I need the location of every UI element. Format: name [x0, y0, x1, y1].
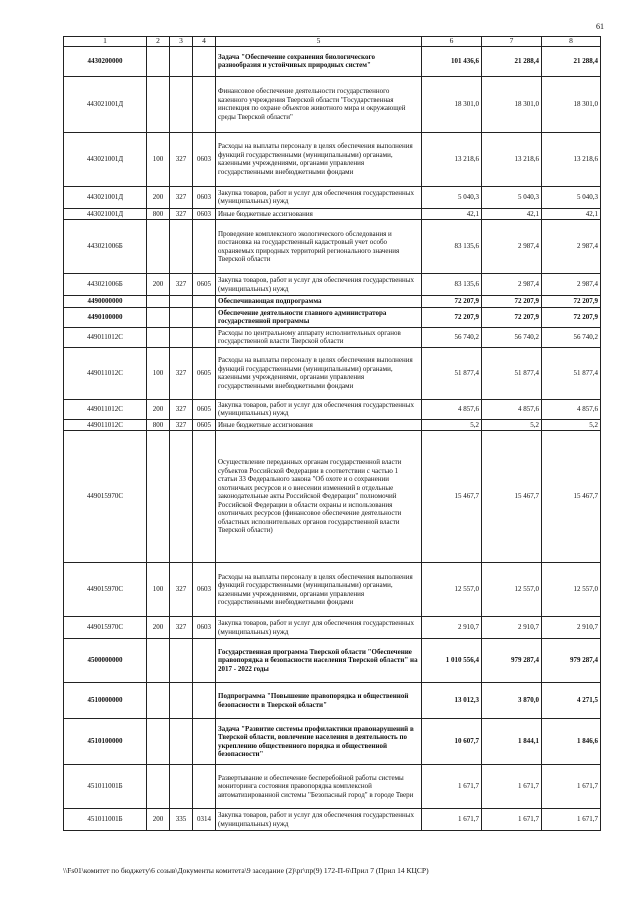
- row-description-cell: Осуществление переданных органам государственной власти субъектов Российской Федерации в соответствии с частью 1 статьи 33 Федерального закона "Об охоте и о сохранении охотничьих ресурсов и о внесении изменений в отдельные законодательные акты Российской Федерации" полномочий Российской Федерации в области охраны и использования охотничьих ресурсов (финансовое обеспечение деятельности областных исполнительных органов государственной власти Тверской области): [216, 431, 422, 563]
- row-code-cell: 4510100000: [64, 719, 147, 765]
- row-section-cell: 0314: [193, 809, 216, 831]
- row-section-cell: [193, 220, 216, 274]
- table-row: [64, 347, 601, 399]
- row-grbs-cell: 327: [170, 132, 193, 186]
- row-amount-col7-cell: 1 671,7: [482, 809, 542, 831]
- row-amount-col8-cell: 15 467,7: [542, 431, 601, 563]
- row-amount-col8-cell: 2 987,4: [542, 274, 601, 296]
- budget-table: [63, 36, 601, 831]
- header-cell: 7: [482, 37, 542, 47]
- row-grbs-cell: [170, 76, 193, 132]
- row-amount-col7-cell: 15 467,7: [482, 431, 542, 563]
- row-amount-col8-cell: 72 207,9: [542, 307, 601, 327]
- row-code-cell: 4510000000: [64, 683, 147, 719]
- row-code-cell: 449011012С: [64, 419, 147, 431]
- row-grbs-cell: 335: [170, 809, 193, 831]
- header-cell: 1: [64, 37, 147, 47]
- row-grbs-cell: [170, 639, 193, 683]
- row-amount-col7-cell: 51 877,4: [482, 347, 542, 399]
- row-amount-col7-cell: 2 910,7: [482, 617, 542, 639]
- row-section-cell: [193, 307, 216, 327]
- row-amount-col8-cell: 18 301,0: [542, 76, 601, 132]
- row-amount-col8-cell: 5 040,3: [542, 186, 601, 208]
- header-cell: 4: [193, 37, 216, 47]
- row-code-cell: 449015970С: [64, 617, 147, 639]
- table-row: [64, 809, 601, 831]
- row-kvr-cell: 200: [147, 617, 170, 639]
- row-amount-col8-cell: 2 987,4: [542, 220, 601, 274]
- row-amount-col6-cell: 15 467,7: [422, 431, 482, 563]
- row-section-cell: [193, 296, 216, 308]
- row-amount-col7-cell: 72 207,9: [482, 296, 542, 308]
- row-code-cell: 443021001Д: [64, 208, 147, 220]
- row-grbs-cell: [170, 765, 193, 809]
- row-amount-col7-cell: 1 844,1: [482, 719, 542, 765]
- row-amount-col8-cell: 4 271,5: [542, 683, 601, 719]
- row-amount-col6-cell: 13 012,3: [422, 683, 482, 719]
- table-row: [64, 765, 601, 809]
- row-description-cell: Иные бюджетные ассигнования: [216, 208, 422, 220]
- row-code-cell: 4500000000: [64, 639, 147, 683]
- row-description-cell: Закупка товаров, работ и услуг для обеспечения государственных (муниципальных) нужд: [216, 399, 422, 419]
- row-amount-col6-cell: 56 740,2: [422, 327, 482, 347]
- table-row: [64, 76, 601, 132]
- row-amount-col8-cell: 1 671,7: [542, 809, 601, 831]
- row-description-cell: Расходы на выплаты персоналу в целях обеспечения выполнения функций государственными (муниципальными) органами, казенными учреждениями, органами управления государственными внебюджетными фондами: [216, 347, 422, 399]
- row-section-cell: 0605: [193, 347, 216, 399]
- row-code-cell: 449015970С: [64, 431, 147, 563]
- table-row: [64, 208, 601, 220]
- row-code-cell: 443021001Д: [64, 186, 147, 208]
- row-amount-col6-cell: 72 207,9: [422, 296, 482, 308]
- row-amount-col7-cell: 5,2: [482, 419, 542, 431]
- row-description-cell: Расходы на выплаты персоналу в целях обеспечения выполнения функций государственными (муниципальными) органами, казенными учреждениями, органами управления государственными внебюджетными фондами: [216, 563, 422, 617]
- row-description-cell: Развертывание и обеспечение бесперебойной работы системы мониторинга состояния правопорядка комплексной автоматизированной системы "Безопасный город" в городе Твери: [216, 765, 422, 809]
- row-amount-col6-cell: 1 671,7: [422, 809, 482, 831]
- row-description-cell: Расходы по центральному аппарату исполнительных органов государственной власти Тверской области: [216, 327, 422, 347]
- row-description-cell: Закупка товаров, работ и услуг для обеспечения государственных (муниципальных) нужд: [216, 617, 422, 639]
- row-amount-col7-cell: 72 207,9: [482, 307, 542, 327]
- row-amount-col6-cell: 83 135,6: [422, 220, 482, 274]
- row-section-cell: [193, 765, 216, 809]
- table-row: [64, 419, 601, 431]
- header-cell: 8: [542, 37, 601, 47]
- table-row: [64, 639, 601, 683]
- row-section-cell: [193, 683, 216, 719]
- row-code-cell: 449011012С: [64, 347, 147, 399]
- row-amount-col8-cell: 21 288,4: [542, 46, 601, 76]
- row-kvr-cell: 100: [147, 347, 170, 399]
- row-section-cell: 0603: [193, 186, 216, 208]
- row-amount-col6-cell: 72 207,9: [422, 307, 482, 327]
- row-amount-col7-cell: 1 671,7: [482, 765, 542, 809]
- row-section-cell: 0603: [193, 563, 216, 617]
- row-grbs-cell: [170, 431, 193, 563]
- table-row: [64, 274, 601, 296]
- row-grbs-cell: [170, 683, 193, 719]
- row-code-cell: 4490100000: [64, 307, 147, 327]
- row-amount-col6-cell: 12 557,0: [422, 563, 482, 617]
- row-kvr-cell: 200: [147, 274, 170, 296]
- row-section-cell: 0605: [193, 399, 216, 419]
- row-code-cell: 443021006Б: [64, 274, 147, 296]
- row-amount-col6-cell: 101 436,6: [422, 46, 482, 76]
- row-description-cell: Обеспечение деятельности главного администратора государственной программы: [216, 307, 422, 327]
- row-description-cell: Финансовое обеспечение деятельности государственного казенного учреждения Тверской области "Государственная инспекция по охране объектов животного мира и окружающей среды Тверской области": [216, 76, 422, 132]
- row-amount-col7-cell: 18 301,0: [482, 76, 542, 132]
- table-row: [64, 683, 601, 719]
- row-amount-col8-cell: 12 557,0: [542, 563, 601, 617]
- row-code-cell: 449011012С: [64, 327, 147, 347]
- row-amount-col8-cell: 56 740,2: [542, 327, 601, 347]
- row-amount-col7-cell: 12 557,0: [482, 563, 542, 617]
- row-amount-col8-cell: 1 846,6: [542, 719, 601, 765]
- row-kvr-cell: [147, 76, 170, 132]
- table-row: [64, 220, 601, 274]
- row-grbs-cell: [170, 307, 193, 327]
- header-cell: 2: [147, 37, 170, 47]
- row-amount-col8-cell: 72 207,9: [542, 296, 601, 308]
- row-amount-col6-cell: 51 877,4: [422, 347, 482, 399]
- row-kvr-cell: 100: [147, 563, 170, 617]
- row-kvr-cell: 800: [147, 208, 170, 220]
- row-code-cell: 451011001Б: [64, 809, 147, 831]
- row-amount-col6-cell: 5 040,3: [422, 186, 482, 208]
- row-kvr-cell: [147, 327, 170, 347]
- row-amount-col7-cell: 2 987,4: [482, 220, 542, 274]
- row-code-cell: 443021001Д: [64, 76, 147, 132]
- row-grbs-cell: [170, 46, 193, 76]
- row-amount-col8-cell: 42,1: [542, 208, 601, 220]
- row-kvr-cell: [147, 719, 170, 765]
- row-amount-col7-cell: 56 740,2: [482, 327, 542, 347]
- row-code-cell: 449015970С: [64, 563, 147, 617]
- row-amount-col6-cell: 83 135,6: [422, 274, 482, 296]
- table-row: [64, 307, 601, 327]
- row-description-cell: Подпрограмма "Повышение правопорядка и общественной безопасности в Тверской области": [216, 683, 422, 719]
- row-amount-col7-cell: 979 287,4: [482, 639, 542, 683]
- row-amount-col7-cell: 3 870,0: [482, 683, 542, 719]
- row-amount-col8-cell: 51 877,4: [542, 347, 601, 399]
- row-section-cell: 0603: [193, 617, 216, 639]
- row-amount-col8-cell: 1 671,7: [542, 765, 601, 809]
- row-section-cell: [193, 639, 216, 683]
- page-number: 61: [596, 22, 604, 31]
- row-amount-col6-cell: 10 607,7: [422, 719, 482, 765]
- row-grbs-cell: [170, 220, 193, 274]
- row-kvr-cell: 100: [147, 132, 170, 186]
- table-row: [64, 431, 601, 563]
- row-section-cell: [193, 327, 216, 347]
- row-kvr-cell: 200: [147, 809, 170, 831]
- row-amount-col6-cell: 1 010 556,4: [422, 639, 482, 683]
- row-kvr-cell: 200: [147, 186, 170, 208]
- table-row: [64, 617, 601, 639]
- row-section-cell: 0605: [193, 274, 216, 296]
- row-description-cell: Задача "Обеспечение сохранения биологического разнообразия и устойчивых природных систем": [216, 46, 422, 76]
- row-description-cell: Расходы на выплаты персоналу в целях обеспечения выполнения функций государственными (муниципальными) органами, казенными учреждениями, органами управления государственными внебюджетными фондами: [216, 132, 422, 186]
- row-description-cell: Проведение комплексного экологического обследования и постановка на государственный кадастровый учет особо охраняемых природных территорий регионального значения Тверской области: [216, 220, 422, 274]
- row-code-cell: 443021006Б: [64, 220, 147, 274]
- row-grbs-cell: 327: [170, 563, 193, 617]
- table-row: [64, 399, 601, 419]
- row-amount-col8-cell: 4 857,6: [542, 399, 601, 419]
- row-amount-col7-cell: 5 040,3: [482, 186, 542, 208]
- row-amount-col6-cell: 4 857,6: [422, 399, 482, 419]
- row-grbs-cell: 327: [170, 399, 193, 419]
- row-amount-col6-cell: 18 301,0: [422, 76, 482, 132]
- row-grbs-cell: 327: [170, 186, 193, 208]
- header-cell: 6: [422, 37, 482, 47]
- row-amount-col7-cell: 2 987,4: [482, 274, 542, 296]
- row-amount-col6-cell: 42,1: [422, 208, 482, 220]
- row-code-cell: 451011001Б: [64, 765, 147, 809]
- row-description-cell: Закупка товаров, работ и услуг для обеспечения государственных (муниципальных) нужд: [216, 274, 422, 296]
- row-kvr-cell: 800: [147, 419, 170, 431]
- row-code-cell: 4430200000: [64, 46, 147, 76]
- row-kvr-cell: [147, 307, 170, 327]
- row-kvr-cell: [147, 765, 170, 809]
- row-amount-col7-cell: 42,1: [482, 208, 542, 220]
- row-kvr-cell: [147, 639, 170, 683]
- row-section-cell: [193, 719, 216, 765]
- row-grbs-cell: [170, 327, 193, 347]
- row-amount-col7-cell: 21 288,4: [482, 46, 542, 76]
- row-amount-col8-cell: 5,2: [542, 419, 601, 431]
- row-grbs-cell: 327: [170, 208, 193, 220]
- table-body: [64, 37, 601, 831]
- row-kvr-cell: [147, 220, 170, 274]
- row-grbs-cell: 327: [170, 274, 193, 296]
- row-kvr-cell: [147, 46, 170, 76]
- row-amount-col6-cell: 5,2: [422, 419, 482, 431]
- table-row: [64, 46, 601, 76]
- row-kvr-cell: 200: [147, 399, 170, 419]
- row-grbs-cell: [170, 719, 193, 765]
- row-grbs-cell: 327: [170, 347, 193, 399]
- row-kvr-cell: [147, 683, 170, 719]
- row-kvr-cell: [147, 296, 170, 308]
- table-row: [64, 719, 601, 765]
- row-section-cell: [193, 431, 216, 563]
- table-row: [64, 296, 601, 308]
- row-section-cell: [193, 76, 216, 132]
- header-cell: 5: [216, 37, 422, 47]
- row-code-cell: 443021001Д: [64, 132, 147, 186]
- table-row: [64, 186, 601, 208]
- table-row: [64, 132, 601, 186]
- row-amount-col7-cell: 13 218,6: [482, 132, 542, 186]
- row-grbs-cell: 327: [170, 419, 193, 431]
- row-code-cell: 449011012С: [64, 399, 147, 419]
- row-description-cell: Закупка товаров, работ и услуг для обеспечения государственных (муниципальных) нужд: [216, 186, 422, 208]
- row-amount-col6-cell: 2 910,7: [422, 617, 482, 639]
- table-row: [64, 327, 601, 347]
- row-grbs-cell: 327: [170, 617, 193, 639]
- row-description-cell: Государственная программа Тверской области "Обеспечение правопорядка и безопасности населения Тверской области" на 2017 - 2022 годы: [216, 639, 422, 683]
- row-section-cell: 0603: [193, 208, 216, 220]
- row-amount-col6-cell: 13 218,6: [422, 132, 482, 186]
- row-section-cell: 0603: [193, 132, 216, 186]
- row-description-cell: Задача "Развитие системы профилактики правонарушений в Тверской области, вовлечение населения в деятельность по укреплению общественного порядка и общественной безопасности": [216, 719, 422, 765]
- row-amount-col6-cell: 1 671,7: [422, 765, 482, 809]
- header-cell: 3: [170, 37, 193, 47]
- row-grbs-cell: [170, 296, 193, 308]
- row-kvr-cell: [147, 431, 170, 563]
- row-section-cell: 0605: [193, 419, 216, 431]
- row-description-cell: Закупка товаров, работ и услуг для обеспечения государственных (муниципальных) нужд: [216, 809, 422, 831]
- row-section-cell: [193, 46, 216, 76]
- row-amount-col8-cell: 2 910,7: [542, 617, 601, 639]
- file-path-footer: \\Fs01\комитет по бюджету\6 созыв\Документы комитета\9 заседание (2)\рг\пр(9) 172-П-6\Прил 7 (Прил 14 КЦСР): [63, 866, 429, 875]
- header-row: [64, 37, 601, 47]
- row-amount-col8-cell: 13 218,6: [542, 132, 601, 186]
- row-description-cell: Иные бюджетные ассигнования: [216, 419, 422, 431]
- row-description-cell: Обеспечивающая подпрограмма: [216, 296, 422, 308]
- table-row: [64, 563, 601, 617]
- row-code-cell: 4490000000: [64, 296, 147, 308]
- row-amount-col8-cell: 979 287,4: [542, 639, 601, 683]
- row-amount-col7-cell: 4 857,6: [482, 399, 542, 419]
